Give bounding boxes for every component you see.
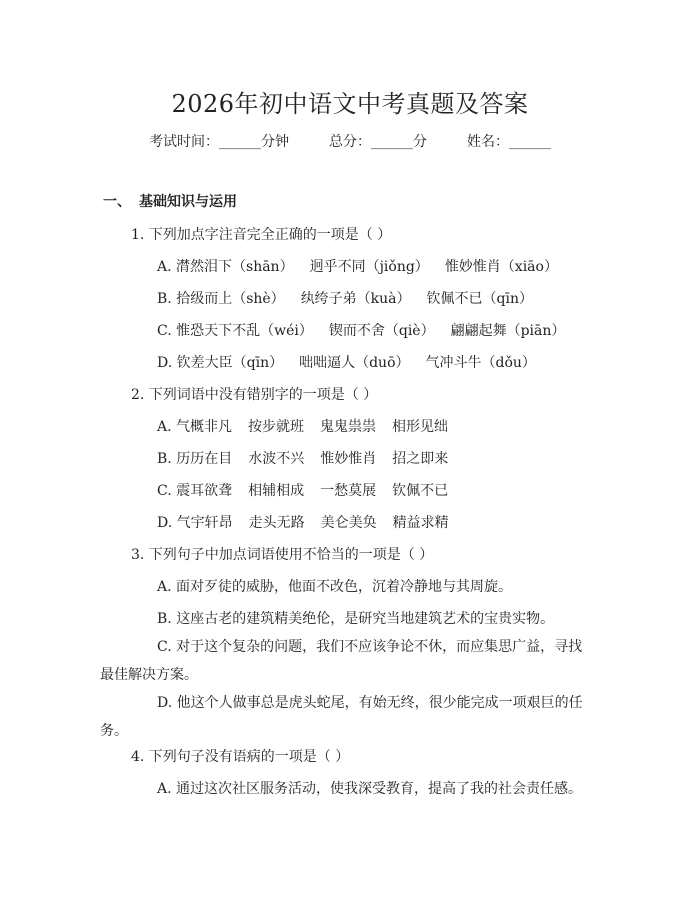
- option-term: D. 钦差大臣（qīn）: [157, 355, 284, 371]
- question-2-option-b: [157, 448, 464, 468]
- question-3-stem: 3. 下列句子中加点词语使用不恰当的一项是（ ）: [131, 547, 434, 563]
- option-term: 翩翩起舞（piān）: [450, 323, 566, 339]
- option-term: 招之即来: [392, 451, 449, 467]
- option-term: C. 惟恐天下不乱（wéi）: [157, 323, 313, 339]
- option-term: C. 震耳欲聋: [157, 483, 233, 499]
- option-term: 钦佩不已: [392, 483, 449, 499]
- option-term: 咄咄逼人（duō）: [299, 355, 410, 371]
- question-1-option-b: [157, 288, 549, 308]
- question-2-option-a: [157, 416, 464, 436]
- option-term: 惟妙惟肖: [320, 451, 377, 467]
- option-term: 鬼鬼祟祟: [320, 419, 377, 435]
- option-term: B. 历历在目: [157, 451, 233, 467]
- question-1-stem: 1. 下列加点字注音完全正确的一项是（ ）: [131, 227, 392, 243]
- option-term: 相辅相成: [248, 483, 305, 499]
- option-term: 精益求精: [392, 515, 449, 531]
- question-2-option-d: [157, 512, 465, 532]
- option-term: 气冲斗牛（dǒu）: [425, 355, 536, 371]
- page-title: 2026年初中语文中考真题及答案: [171, 90, 529, 118]
- option-term: B. 拾级而上（shè）: [157, 291, 285, 307]
- exam-time-unit: 分钟: [261, 134, 289, 150]
- question-3-option-a: A. 面对歹徒的威胁，他面不改色，沉着冷静地与其周旋。: [157, 579, 513, 595]
- option-term: 按步就班: [248, 419, 305, 435]
- section-number: 一、: [103, 194, 131, 210]
- question-1-option-c: [157, 320, 581, 340]
- exam-info-line: [0, 131, 700, 151]
- question-3-option-d: D. 他这个人做事总是虎头蛇尾，有始无终，很少能完成一项艰巨的任务。: [100, 695, 583, 739]
- option-term: A. 气概非凡: [157, 419, 233, 435]
- option-term: 美仑美奂: [320, 515, 377, 531]
- option-term: 相形见绌: [392, 419, 449, 435]
- question-2-stem: 2. 下列词语中没有错别字的一项是（ ）: [131, 387, 378, 403]
- option-term: 纨绔子弟（kuà）: [300, 291, 411, 307]
- option-term: 一愁莫展: [320, 483, 377, 499]
- question-2-option-c: [157, 480, 464, 500]
- option-term: 钦佩不已（qīn）: [426, 291, 534, 307]
- student-name-label: 姓名：: [467, 134, 509, 150]
- option-term: D. 气宇轩昂: [157, 515, 233, 531]
- total-score-blank: ______: [371, 134, 413, 150]
- question-4-option-a: A. 通过这次社区服务活动，使我深受教育，提高了我的社会责任感。: [157, 781, 583, 797]
- option-term: A. 潸然泪下（shān）: [157, 259, 294, 275]
- question-3-option-b: B. 这座古老的建筑精美绝伦，是研究当地建筑艺术的宝贵实物。: [157, 611, 555, 627]
- question-3-option-c: C. 对于这个复杂的问题，我们不应该争论不休，而应集思广益，寻找最佳解决方案。: [100, 639, 583, 683]
- question-4-stem: 4. 下列句子没有语病的一项是（ ）: [131, 749, 350, 765]
- student-name-blank: ______: [509, 134, 551, 150]
- option-term: 迥乎不同（jiǒng）: [309, 259, 429, 275]
- question-1-option-d: [157, 352, 552, 372]
- exam-time-label: 考试时间：: [149, 134, 219, 150]
- section-heading: [103, 191, 237, 211]
- option-term: 惟妙惟肖（xiāo）: [444, 259, 558, 275]
- question-1-option-a: [157, 256, 574, 276]
- total-score-unit: 分: [413, 134, 427, 150]
- exam-time-blank: ______: [219, 134, 261, 150]
- option-term: 锲而不舍（qiè）: [328, 323, 435, 339]
- total-score-label: 总分：: [329, 134, 371, 150]
- section-title: 基础知识与运用: [139, 194, 237, 210]
- option-term: 水波不兴: [248, 451, 305, 467]
- option-term: 走头无路: [248, 515, 305, 531]
